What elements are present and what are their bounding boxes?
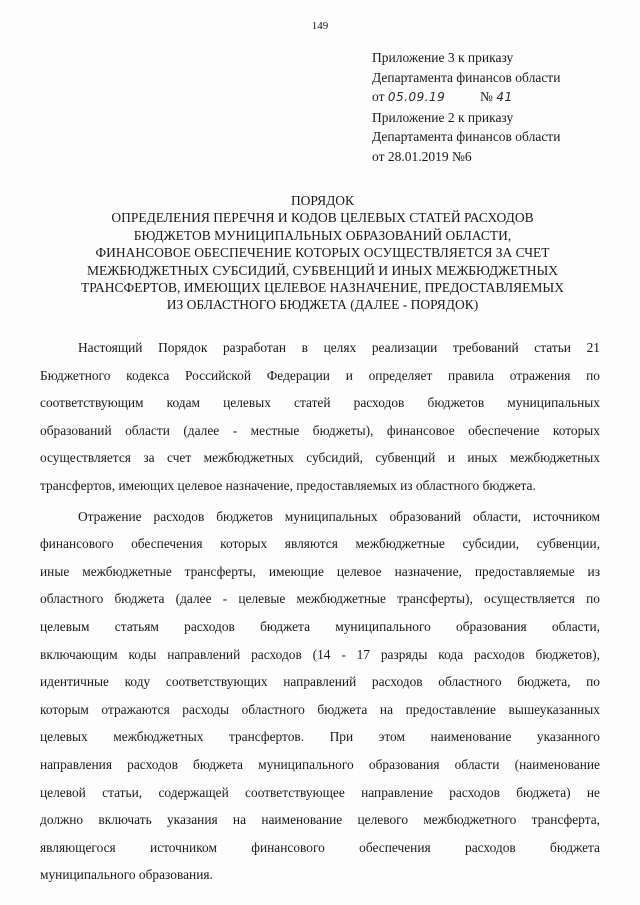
text-line: целевых межбюджетных трансфертов. При этом наименование указанного: [40, 729, 600, 745]
annex-line-5: Департамента финансов области: [372, 129, 561, 144]
text-line: Отражение расходов бюджетов муниципальных образований области, источником: [78, 508, 600, 524]
text-line: направления расходов бюджета муниципального образования области (наименование: [40, 756, 600, 772]
title-line: ОПРЕДЕЛЕНИЯ ПЕРЕЧНЯ И КОДОВ ЦЕЛЕВЫХ СТАТЕЙ РАСХОДОВ: [111, 210, 534, 226]
annex-header: [372, 48, 622, 166]
title-line: ПОРЯДОК: [290, 193, 355, 208]
text-line: соответствующим кодам целевых статей расходов бюджетов муниципальных: [40, 395, 600, 411]
annex-line-3: [372, 87, 622, 108]
annex-line-6: от 28.01.2019 №6: [372, 148, 472, 164]
text-line: идентичные коду соответствующих направлений расходов областного бюджета, по: [40, 674, 600, 690]
text-line: осуществляется за счет межбюджетных субсидий, субвенций и иных межбюджетных: [40, 450, 600, 466]
annex-line-1: Приложение 3 к приказу: [372, 50, 514, 65]
text-line: муниципального образования.: [40, 867, 213, 883]
paragraph-1: [40, 334, 600, 500]
text-line: областного бюджета (далее - целевые межбюджетные трансферты), осуществляется по: [40, 591, 600, 607]
text-line: целевым статьям расходов бюджета муниципального образования области,: [40, 618, 600, 634]
annex-number-label: №: [480, 89, 493, 104]
title-line: ТРАНСФЕРТОВ, ИМЕЮЩИХ ЦЕЛЕВОЕ НАЗНАЧЕНИЕ, ПРЕДОСТАВЛЯЕМЫХ: [81, 280, 564, 296]
text-line: Бюджетного кодекса Российской Федерации и определяет правила отражения по: [40, 367, 600, 383]
text-line: которым отражаются расходы областного бюджета на предоставление вышеуказанных: [40, 701, 600, 717]
text-line: должно включать указания на наименование целевого межбюджетного трансферта,: [40, 812, 600, 828]
text-line: образований области (далее - местные бюджеты), финансовое обеспечение которых: [40, 422, 600, 438]
text-line: финансового обеспечения которых являются межбюджетные субсидии, субвенции,: [40, 536, 600, 552]
paragraph-2: [40, 503, 600, 889]
text-line: Настоящий Порядок разработан в целях реализации требований статьи 21: [78, 340, 600, 355]
handwritten-number: 41: [496, 90, 513, 104]
title-line: ФИНАНСОВОЕ ОБЕСПЕЧЕНИЕ КОТОРЫХ ОСУЩЕСТВЛЯЕТСЯ ЗА СЧЕТ: [95, 245, 550, 261]
text-line: включающим коды направлений расходов (14 - 17 разряды кода расходов бюджетов),: [40, 646, 600, 662]
text-line: являющегося источником финансового обеспечения расходов бюджета: [40, 839, 600, 855]
title-line: МЕЖБЮДЖЕТНЫХ СУБСИДИЙ, СУБВЕНЦИЙ И ИНЫХ МЕЖБЮДЖЕТНЫХ: [87, 262, 558, 278]
text-line: иные межбюджетные трансферты, имеющие целевое назначение, предоставляемые из: [40, 563, 600, 579]
text-line: целевой статьи, содержащей соответствующее направление расходов бюджета) не: [40, 784, 600, 800]
title-line: БЮДЖЕТОВ МУНИЦИПАЛЬНЫХ ОБРАЗОВАНИЙ ОБЛАСТИ,: [133, 227, 512, 243]
document-body: [40, 334, 600, 889]
page-number: 149: [311, 20, 329, 32]
annex-line-2: Департамента финансов области: [372, 69, 561, 85]
handwritten-date: 05.09.19: [387, 90, 446, 104]
title-line: ИЗ ОБЛАСТНОГО БЮДЖЕТА (ДАЛЕЕ - ПОРЯДОК): [166, 297, 479, 313]
annex-line-4: Приложение 2 к приказу: [372, 109, 514, 125]
document-title: [40, 192, 605, 314]
annex-date-prefix: от: [372, 89, 385, 104]
text-line: трансфертов, имеющих целевое назначение, предоставляемых из областного бюджета.: [40, 477, 536, 493]
